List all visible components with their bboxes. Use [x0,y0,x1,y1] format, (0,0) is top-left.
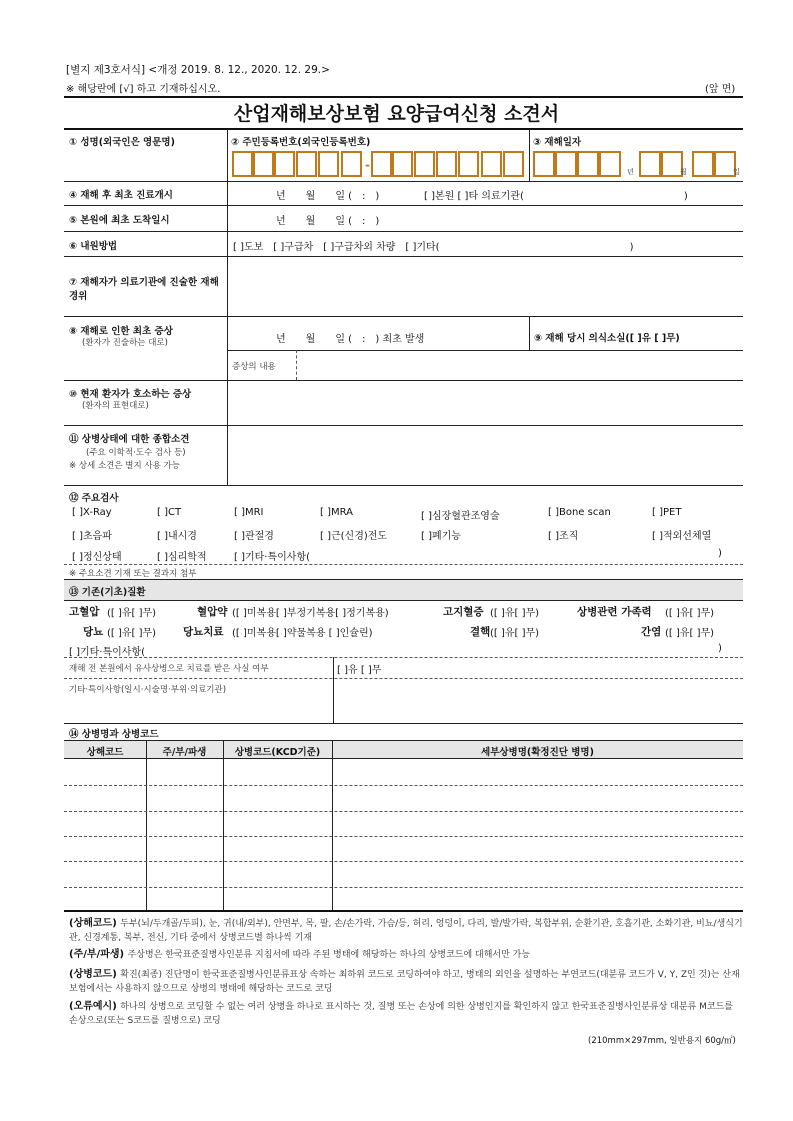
first-symptom-label: ⑧ 재해로 인한 최초 증상 [69,326,173,337]
instruction-text: ※ 해당란에 [√] 하고 기재하십시오. [66,84,221,95]
coding-note-text: 확진(최종) 진단명이 한국표준질병사인분류표상 속하는 최하위 코드로 코딩하여야 하고, 병태의 외인을 설명하는 부연코드(대분류 코드가 V, Y, Z인 것)는 산재보험에서는 사용하지 않으므로 상병의 병태에 해당하는 코드로 코딩 [69,970,740,994]
consciousness-loss[interactable]: ⑨ 재해 당시 의식소실([ ]유 [ ]무) [534,333,680,344]
table-row-divider [64,811,743,812]
hypertension-options[interactable]: ([ ]유[ ]무) [107,608,157,619]
test-option[interactable]: [ ]PET [652,507,682,518]
test-option[interactable]: [ ]관절경 [234,531,274,542]
paper-spec: (210mm×297mm, 일반용지 60g/㎡) [588,1036,736,1046]
day-unit: 일 [733,168,740,176]
existing-disease-label: ⑬ 기존(기초)질환 [69,587,146,598]
hepatitis-options[interactable]: ([ ]유[ ]무) [665,628,715,639]
test-mental[interactable]: [ ]정신상태 [72,552,122,563]
table-row-divider [64,861,743,862]
coding-note-text: 주상병은 한국표준질병사인분류 지침서에 따라 주된 병태에 해당하는 하나의 상병코드에 대해서만 가능 [127,950,531,960]
visit-method-options[interactable]: [ ]도보 [ ]구급차 [ ]구급차외 차량 [ ]기타( ) [233,242,634,253]
test-option[interactable]: [ ]근(신경)전도 [320,531,388,542]
test-other[interactable]: [ ]기타·특이사항( [234,552,311,563]
date-digit-box[interactable] [639,151,661,177]
rrn-digit-box[interactable] [318,151,339,177]
rrn-label: ② 주민등록번호(외국인등록번호) [231,137,371,148]
diagnosis-label: ⑭ 상병명과 상병코드 [69,729,159,740]
other-notes-label: 기타·특이사항(일시·시술명·부위·의료기관) [69,685,227,695]
diagnosis-column-header: 상병코드(KCD기준) [234,747,321,758]
accident-history-label: ⑦ 재해자가 의료기관에 진술한 재해경위 [69,277,219,302]
symptom-content-label: 증상의 내용 [232,362,276,372]
coding-note-tag: (상해코드) [69,918,121,929]
coding-note-tag: (주/부/파생) [69,949,128,960]
page-side: (앞 면) [705,84,736,95]
test-other-end: ) [718,548,722,559]
disease-other-end: ) [718,643,722,654]
hyperlipid-options[interactable]: ([ ]유[ ]무) [490,608,540,619]
test-psych[interactable]: [ ]심리학적 [157,552,207,563]
test-option[interactable]: [ ]X-Ray [72,507,112,518]
first-symptom-sublabel: (환자가 진술하는 대로) [82,338,168,348]
diabetes-treatment-options[interactable]: ([ ]미복용[ ]약물복용 [ ]인슐린) [232,628,373,639]
year-unit: 년 [627,168,634,176]
coding-note [69,948,743,962]
rrn-digit-box[interactable] [232,151,253,177]
arrival-date[interactable]: 년 월 일 ( : ) [276,216,380,227]
rrn-digit-box[interactable] [392,151,413,177]
bp-med-label: 혈압약 [197,606,228,618]
test-option[interactable]: [ ]MRI [234,507,264,518]
accident-date-label: ③ 재해일자 [533,137,582,148]
prior-treatment-options[interactable]: [ ]유 [ ]무 [337,665,382,676]
name-label: ① 성명(외국인은 영문명) [69,137,175,148]
diagnosis-column-header: 상해코드 [86,747,124,758]
date-digit-box[interactable] [555,151,577,177]
diagnosis-column-header: 주/부/파생 [162,747,207,758]
table-column-divider [223,740,224,910]
first-treatment-date[interactable]: 년 월 일 ( : ) [276,191,380,202]
bp-med-options[interactable]: ([ ]미복용[ ]부정기복용[ ]정기복용) [232,608,389,619]
overall-opinion-note: ※ 상세 소견은 별지 사용 가능 [69,461,180,471]
date-digit-box[interactable] [533,151,555,177]
rrn-digit-box[interactable] [253,151,274,177]
month-unit: 월 [680,168,687,176]
coding-note-tag: (상병코드) [69,969,121,980]
diabetes-treatment-label: 당뇨치료 [183,626,224,638]
test-option[interactable]: [ ]조직 [548,531,579,542]
rrn-digit-box[interactable] [436,151,457,177]
visit-method-label: ⑥ 내원방법 [69,241,118,252]
hyperlipid-label: 고지혈증 [443,606,484,618]
arrival-label: ⑤ 본원에 최초 도착일시 [69,215,170,226]
coding-note [69,1000,743,1028]
coding-note [69,968,743,996]
diagnosis-column-header: 세부상병명(확정진단 병명) [481,747,594,758]
rrn-digit-box[interactable] [481,151,502,177]
table-column-divider [332,740,333,910]
rrn-digit-box[interactable] [274,151,295,177]
coding-note-tag: (오류예시) [69,1001,121,1012]
first-symptom-date[interactable]: 년 월 일 ( : ) 최초 발생 [276,334,425,345]
test-option[interactable]: [ ]MRA [320,507,353,518]
family-history-label: 상병관련 가족력 [577,606,652,618]
current-symptom-label: ⑩ 현재 환자가 호소하는 증상 [69,389,192,400]
rrn-digit-box[interactable] [371,151,392,177]
table-column-divider [146,740,147,910]
table-row-divider [64,887,743,888]
tb-label: 결핵 [470,626,491,638]
test-option[interactable]: [ ]내시경 [157,531,197,542]
main-tests-note: ※ 주요소견 기재 또는 결과지 첨부 [69,569,197,579]
current-symptom-sublabel: (환자의 표현대로) [82,401,149,411]
date-digit-box[interactable] [599,151,621,177]
first-treatment-label: ④ 재해 후 최초 진료개시 [69,190,173,201]
coding-note-text: 하나의 상병으로 코딩할 수 없는 여러 상병을 하나로 표시하는 것, 질병 또는 손상에 의한 상병인지를 확인하지 않고 한국표준질병사인분류상 대분류 M코드를 손상으로(또는 S코드를 질병으로) 코딩 [69,1002,733,1026]
coding-note-text: 두부(뇌/두개골/두피), 눈, 귀(내/외부), 안면부, 목, 팔, 손/손가락, 가슴/등, 허리, 엉덩이, 다리, 발/발가락, 복합부위, 순환기관, 호흡기관, 소화기관, 비뇨/생식기관, 신경계통, 복부, 전신, 기타 중에서 상병코드별 하나씩 기재 [69,919,743,943]
prior-treatment-label: 재해 전 본원에서 유사상병으로 치료를 받은 사실 여부 [69,664,269,674]
family-history-options[interactable]: ([ ]유[ ]무) [665,608,715,619]
coding-note [69,917,743,945]
table-row-divider [64,785,743,786]
rrn-dash: - [365,158,370,172]
form-number: [별지 제3호서식] <개정 2019. 8. 12., 2020. 12. 29.> [66,64,330,76]
disease-other[interactable]: [ ]기타·특이사항( [69,647,146,658]
table-row-divider [64,836,743,837]
rrn-digit-box[interactable] [503,151,524,177]
diabetes-options[interactable]: ([ ]유[ ]무) [107,628,157,639]
hepatitis-label: 간염 [641,626,662,638]
test-option[interactable]: [ ]적외선체열 [652,531,712,542]
rrn-digit-box[interactable] [414,151,435,177]
date-digit-box[interactable] [692,151,714,177]
overall-opinion-sublabel: (주요 이학적·도수 검사 등) [86,448,186,458]
overall-opinion-label: ⑪ 상병상태에 대한 종합소견 [69,434,190,445]
test-option[interactable]: [ ]CT [157,507,182,518]
test-option[interactable]: [ ]초음파 [72,531,112,542]
tb-options[interactable]: ([ ]유[ ]무) [490,628,540,639]
rrn-digit-box[interactable] [296,151,317,177]
rrn-digit-box[interactable] [341,151,362,177]
test-option[interactable]: [ ]Bone scan [548,507,611,518]
date-digit-box[interactable] [577,151,599,177]
hypertension-label: 고혈압 [69,606,100,618]
main-tests-label: ⑫ 주요검사 [69,493,119,504]
rrn-digit-box[interactable] [458,151,479,177]
diabetes-label: 당뇨 [83,626,104,638]
document-title: 산업재해보상보험 요양급여신청 소견서 [233,103,560,125]
test-option[interactable]: [ ]폐기능 [421,531,461,542]
test-option[interactable]: [ ]심장혈관조영술 [421,511,500,522]
first-treatment-options[interactable]: [ ]본원 [ ]타 의료기관( ) [424,191,688,202]
